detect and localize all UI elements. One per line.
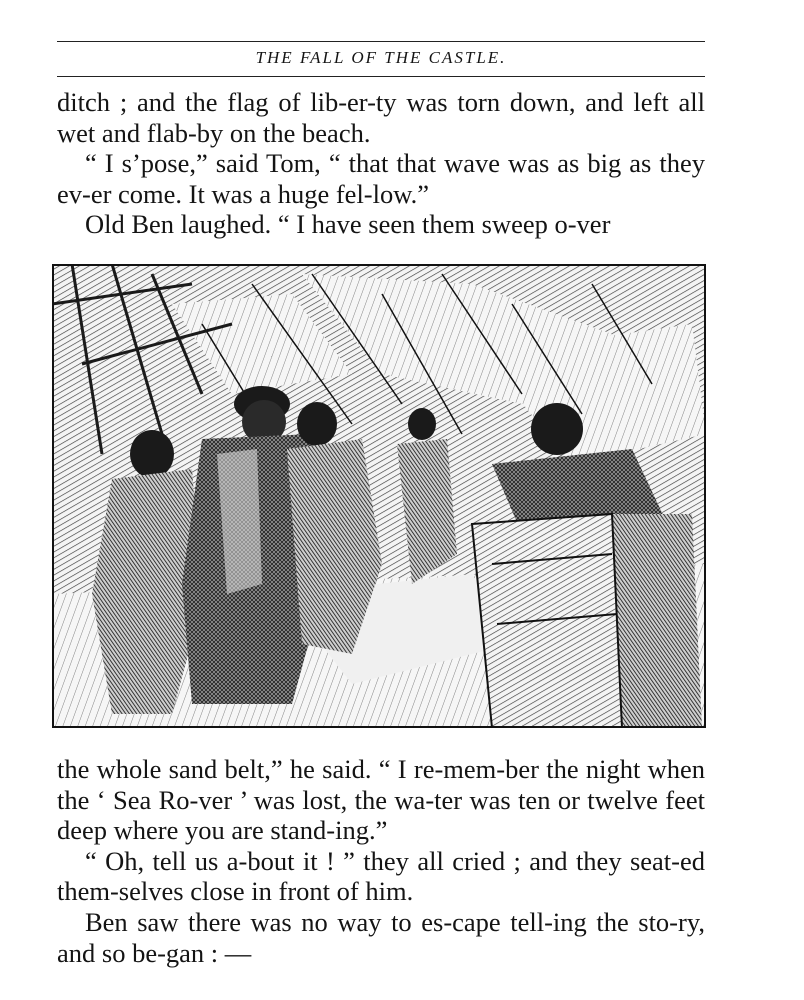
paragraph: Old Ben laughed. “ I have seen them sweep o-ver xyxy=(85,209,611,240)
text-block-top xyxy=(57,87,705,240)
running-head: THE FALL OF THE CASTLE. xyxy=(255,48,507,67)
paragraph: Ben saw there was no way to es-cape tell-ing the sto-ry, and so be-gan : — xyxy=(57,906,705,968)
header-rule-top xyxy=(57,41,705,42)
paragraph: “ Oh, tell us a-bout it ! ” they all cried ; and they seat-ed them-selves close in front of him. xyxy=(57,845,705,907)
text-block-bottom xyxy=(57,754,705,968)
storm-deck-engraving xyxy=(52,264,706,728)
paragraph: the whole sand belt,” he said. “ I re-mem-ber the night when the ‘ Sea Ro-ver ’ was lost, the wa-ter was ten or twelve feet deep where you are stand-ing.” xyxy=(57,754,705,846)
paragraph: ditch ; and the flag of lib-er-ty was torn down, and left all wet and flab-by on the beach. xyxy=(57,87,705,148)
illustration xyxy=(52,264,706,728)
paragraph: “ I s’pose,” said Tom, “ that that wave was as big as they ev-er come. It was a huge fel-low.” xyxy=(57,148,705,209)
header-rule-bottom xyxy=(57,76,705,77)
deck-crate xyxy=(472,514,622,728)
